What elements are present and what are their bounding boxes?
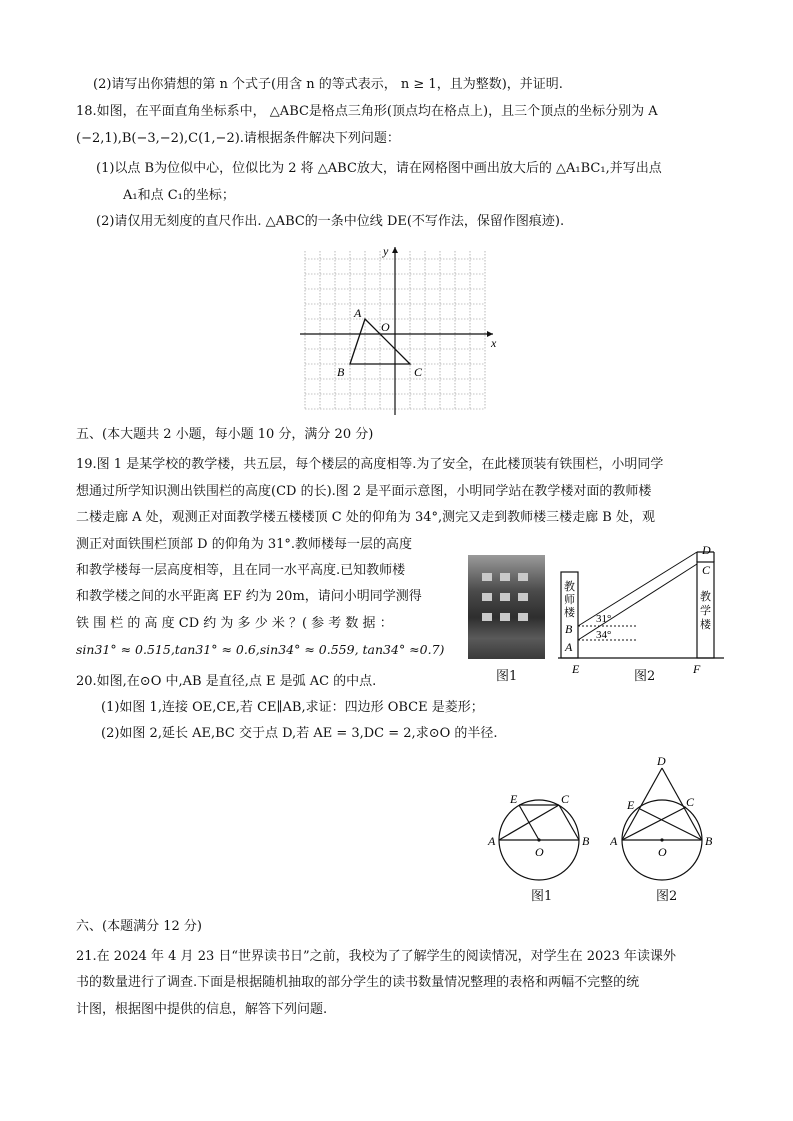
q19-line3: 二楼走廊 A 处，观测正对面教学楼五楼楼顶 C 处的仰角为 34°,测完又走到教师楼三楼走廊 B 处，观 xyxy=(76,510,655,525)
q18-part1b: A₁和点 C₁的坐标； xyxy=(123,188,235,203)
q18-line1: 18.如图，在平面直角坐标系中， △ABC是格点三角形(顶点均在格点上)，且三个顶点的坐标分别为 A xyxy=(76,104,658,119)
q20-line1: 20.如图,在⊙O 中,AB 是直径,点 E 是弧 AC 的中点. xyxy=(76,674,377,689)
y-axis-arrow xyxy=(392,247,398,253)
q18-part1a: (1)以点 B为位似中心，位似比为 2 将 △ABC放大，请在网格图中画出放大后的 △A₁BC₁,并写出点 xyxy=(96,161,662,176)
point-e-label: E xyxy=(572,662,580,676)
q19-line5: 和教学楼每一层高度相等，且在同一水平高度.已知教师楼 xyxy=(76,563,406,578)
fig2-point-d-label: D xyxy=(657,754,666,768)
teaching-building-label-3: 楼 xyxy=(700,619,711,631)
section-6-heading: 六、(本题满分 12 分) xyxy=(76,919,202,934)
q19-line7: 铁 围 栏 的 高 度 CD 约 为 多 少 米 ？( 参 考 数 据 ： xyxy=(76,616,393,631)
teacher-building-label-1: 教 xyxy=(564,581,575,593)
q20-fig2-caption: 图2 xyxy=(656,889,678,904)
fig1-point-a-label: A xyxy=(488,834,496,848)
fig2-point-a-label: A xyxy=(610,834,618,848)
q20-part2: (2)如图 2,延长 AE,BC 交于点 D,若 AE = 3,DC = 2,求⊙O 的半径. xyxy=(101,726,498,741)
q21-line2: 书的数量进行了调查.下面是根据随机抽取的部分学生的读书数量情况整理的表格和两幅不完整的统 xyxy=(76,975,640,990)
q19-fig2-diagram xyxy=(556,540,728,680)
q20-fig2-circle xyxy=(610,752,720,907)
angle-31-label: 31° xyxy=(596,613,612,625)
q21-line3: 计图，根据图中提供的信息，解答下列问题. xyxy=(76,1002,328,1017)
q20-fig1-caption: 图1 xyxy=(531,889,553,904)
q19-reference-data: sin31° ≈ 0.515,tan31° ≈ 0.6,sin34° ≈ 0.559, tan34° ≈0.7) xyxy=(76,642,445,657)
vertex-b-label: B xyxy=(337,365,345,379)
section-5-heading: 五、(本大题共 2 小题，每小题 10 分，满分 20 分) xyxy=(76,427,374,442)
fig1-point-e-label: E xyxy=(510,792,518,806)
q20-part1: (1)如图 1,连接 OE,CE,若 CE∥AB,求证：四边形 OBCE 是菱形； xyxy=(101,700,484,715)
fig1-point-o-label: O xyxy=(535,845,544,859)
q18-line2: (−2,1),B(−3,−2),C(1,−2).请根据条件解决下列问题： xyxy=(76,131,400,146)
q19-line1: 19.图 1 是某学校的教学楼，共五层，每个楼层的高度相等.为了安全，在此楼顶装有铁围栏，小明同学 xyxy=(76,457,664,472)
angle-34-label: 34° xyxy=(596,629,612,641)
teaching-building-label-2: 学 xyxy=(700,605,711,617)
q19-line4: 测正对面铁围栏顶部 D 的仰角为 31°.教师楼每一层的高度 xyxy=(76,537,412,552)
point-d-label: D xyxy=(702,543,711,557)
point-c-label: C xyxy=(702,563,711,577)
vertex-c-label: C xyxy=(414,365,423,379)
q19-fig1-caption: 图1 xyxy=(496,669,518,684)
fig2-point-e-label: E xyxy=(627,798,635,812)
fig1-point-c-label: C xyxy=(561,792,570,806)
y-axis-label: y xyxy=(383,244,389,258)
origin-label: O xyxy=(381,320,390,334)
q19-line2: 想通过所学知识测出铁围栏的高度(CD 的长).图 2 是平面示意图，小明同学站在教学楼对面的教师楼 xyxy=(76,484,652,499)
teacher-building-label-2: 师 xyxy=(564,594,575,606)
q21-line1: 21.在 2024 年 4 月 23 日“世界读书日”之前，我校为了了解学生的阅读情况，对学生在 2023 年读课外 xyxy=(76,949,677,964)
axes xyxy=(300,247,493,415)
coordinate-grid-figure xyxy=(300,234,500,416)
teacher-building-label-3: 楼 xyxy=(564,607,575,619)
q18-part2: (2)请仅用无刻度的直尺作出. △ABC的一条中位线 DE(不写作法，保留作图痕迹). xyxy=(96,214,565,229)
q19-fig2-caption: 图2 xyxy=(634,669,656,684)
point-b-label: B xyxy=(565,622,573,636)
school-building-photo xyxy=(468,555,545,659)
fig2-point-c-label: C xyxy=(686,795,695,809)
point-a-label: A xyxy=(565,640,573,654)
x-axis-label: x xyxy=(491,336,497,350)
q17-part2: (2)请写出你猜想的第 n 个式子(用含 n 的等式表示， n ≥ 1，且为整数)，并证明. xyxy=(93,77,563,92)
vertex-a-label: A xyxy=(354,306,362,320)
fig2-point-o-label: O xyxy=(658,845,667,859)
q19-line6: 和教学楼之间的水平距离 EF 约为 20m，请问小明同学测得 xyxy=(76,589,422,604)
teaching-building-label-1: 教 xyxy=(700,591,711,603)
point-f-label: F xyxy=(693,662,701,676)
fig1-point-b-label: B xyxy=(582,834,590,848)
fig2-point-b-label: B xyxy=(705,834,713,848)
